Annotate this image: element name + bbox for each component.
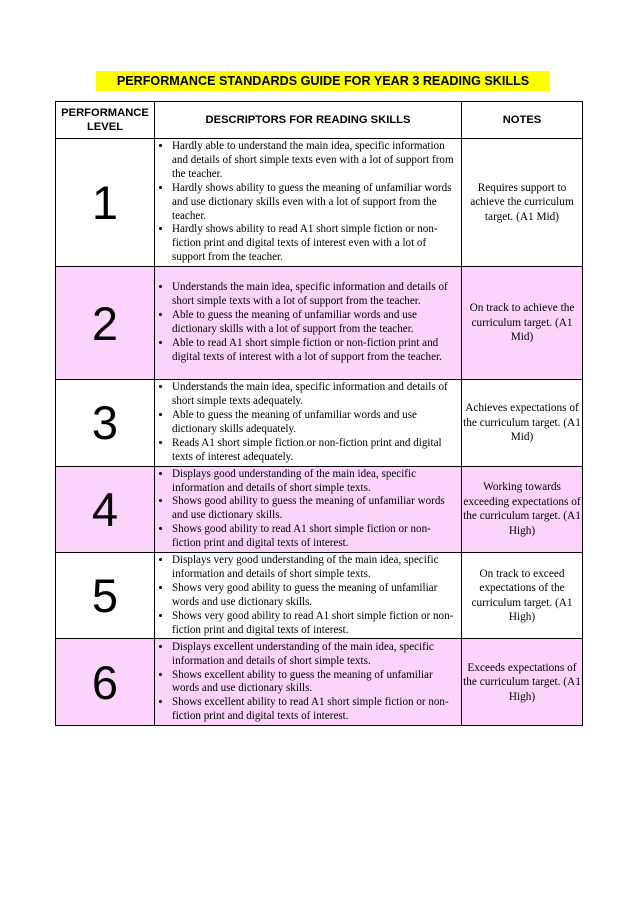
table-header-row <box>56 102 583 139</box>
table-row <box>56 267 583 380</box>
notes-cell: Working towards exceeding expectations of the curriculum target. (A1 High) <box>462 466 583 552</box>
level-number: 5 <box>56 553 155 639</box>
level-number: 3 <box>56 380 155 466</box>
descriptor-list <box>155 280 461 365</box>
descriptor-item: • Hardly shows ability to guess the meaning of unfamiliar words and use dictionary skills even with a lot of support from the teacher. <box>172 182 457 224</box>
descriptor-list <box>155 467 461 552</box>
descriptor-item: • Understands the main idea, specific information and details of short simple texts adequately. <box>172 381 457 409</box>
descriptor-item: • Shows excellent ability to guess the meaning of unfamiliar words and use dictionary skills. <box>172 669 457 697</box>
descriptor-cell <box>155 553 462 639</box>
descriptor-item: • Hardly shows ability to read A1 short simple fiction or non-fiction print and digital texts of interest even with a lot of support from the teacher. <box>172 223 457 265</box>
descriptor-item: • Hardly able to understand the main idea, specific information and details of short simple texts even with a lot of support from the teacher. <box>172 140 457 182</box>
descriptor-item: • Shows good ability to read A1 short simple fiction or non-fiction print and digital texts of interest. <box>172 523 457 551</box>
descriptor-list <box>155 380 461 465</box>
descriptor-item: • Shows very good ability to read A1 short simple fiction or non-fiction print and digital texts of interest. <box>172 610 457 638</box>
notes-cell: On track to exceed expectations of the curriculum target. (A1 High) <box>462 553 583 639</box>
descriptor-item: • Displays good understanding of the main idea, specific information and details of short simple texts. <box>172 468 457 496</box>
table-row <box>56 466 583 552</box>
descriptor-cell <box>155 139 462 267</box>
descriptor-item: • Displays excellent understanding of the main idea, specific information and details of short simple texts. <box>172 641 457 669</box>
descriptor-cell <box>155 267 462 380</box>
descriptor-item: • Shows very good ability to guess the meaning of unfamiliar words and use dictionary skills. <box>172 582 457 610</box>
notes-cell: Achieves expectations of the curriculum target. (A1 Mid) <box>462 380 583 466</box>
header-performance-level: PERFORMANCE LEVEL <box>56 102 155 139</box>
descriptor-cell <box>155 466 462 552</box>
notes-cell: Requires support to achieve the curriculum target. (A1 Mid) <box>462 139 583 267</box>
descriptor-item: • Shows excellent ability to read A1 short simple fiction or non-fiction print and digital texts of interest. <box>172 696 457 724</box>
level-number: 2 <box>56 267 155 380</box>
table-row <box>56 639 583 726</box>
level-number: 6 <box>56 639 155 726</box>
level-number: 1 <box>56 139 155 267</box>
descriptor-list <box>155 139 461 266</box>
descriptor-item: • Able to guess the meaning of unfamiliar words and use dictionary skills adequately. <box>172 409 457 437</box>
descriptor-item: • Able to guess the meaning of unfamiliar words and use dictionary skills with a lot of support from the teacher. <box>172 309 457 337</box>
level-number: 4 <box>56 466 155 552</box>
table-row <box>56 553 583 639</box>
descriptor-item: • Reads A1 short simple fiction or non-fiction print and digital texts of interest adequately. <box>172 437 457 465</box>
table-row <box>56 380 583 466</box>
descriptor-item: • Able to read A1 short simple fiction or non-fiction print and digital texts of interest with a lot of support from the teacher. <box>172 337 457 365</box>
notes-cell: On track to achieve the curriculum target. (A1 Mid) <box>462 267 583 380</box>
descriptor-item: • Shows good ability to guess the meaning of unfamiliar words and use dictionary skills. <box>172 495 457 523</box>
descriptor-item: • Understands the main idea, specific information and details of short simple texts with a lot of support from the teacher. <box>172 281 457 309</box>
table-row <box>56 139 583 267</box>
page-title: PERFORMANCE STANDARDS GUIDE FOR YEAR 3 READING SKILLS <box>96 71 550 91</box>
descriptor-list <box>155 640 461 725</box>
descriptor-list <box>155 553 461 638</box>
header-notes: NOTES <box>462 102 583 139</box>
descriptor-cell <box>155 639 462 726</box>
header-descriptors: DESCRIPTORS FOR READING SKILLS <box>155 102 462 139</box>
notes-cell: Exceeds expectations of the curriculum target. (A1 High) <box>462 639 583 726</box>
descriptor-item: • Displays very good understanding of the main idea, specific information and details of short simple texts. <box>172 554 457 582</box>
descriptor-cell <box>155 380 462 466</box>
performance-standards-table <box>55 101 583 726</box>
